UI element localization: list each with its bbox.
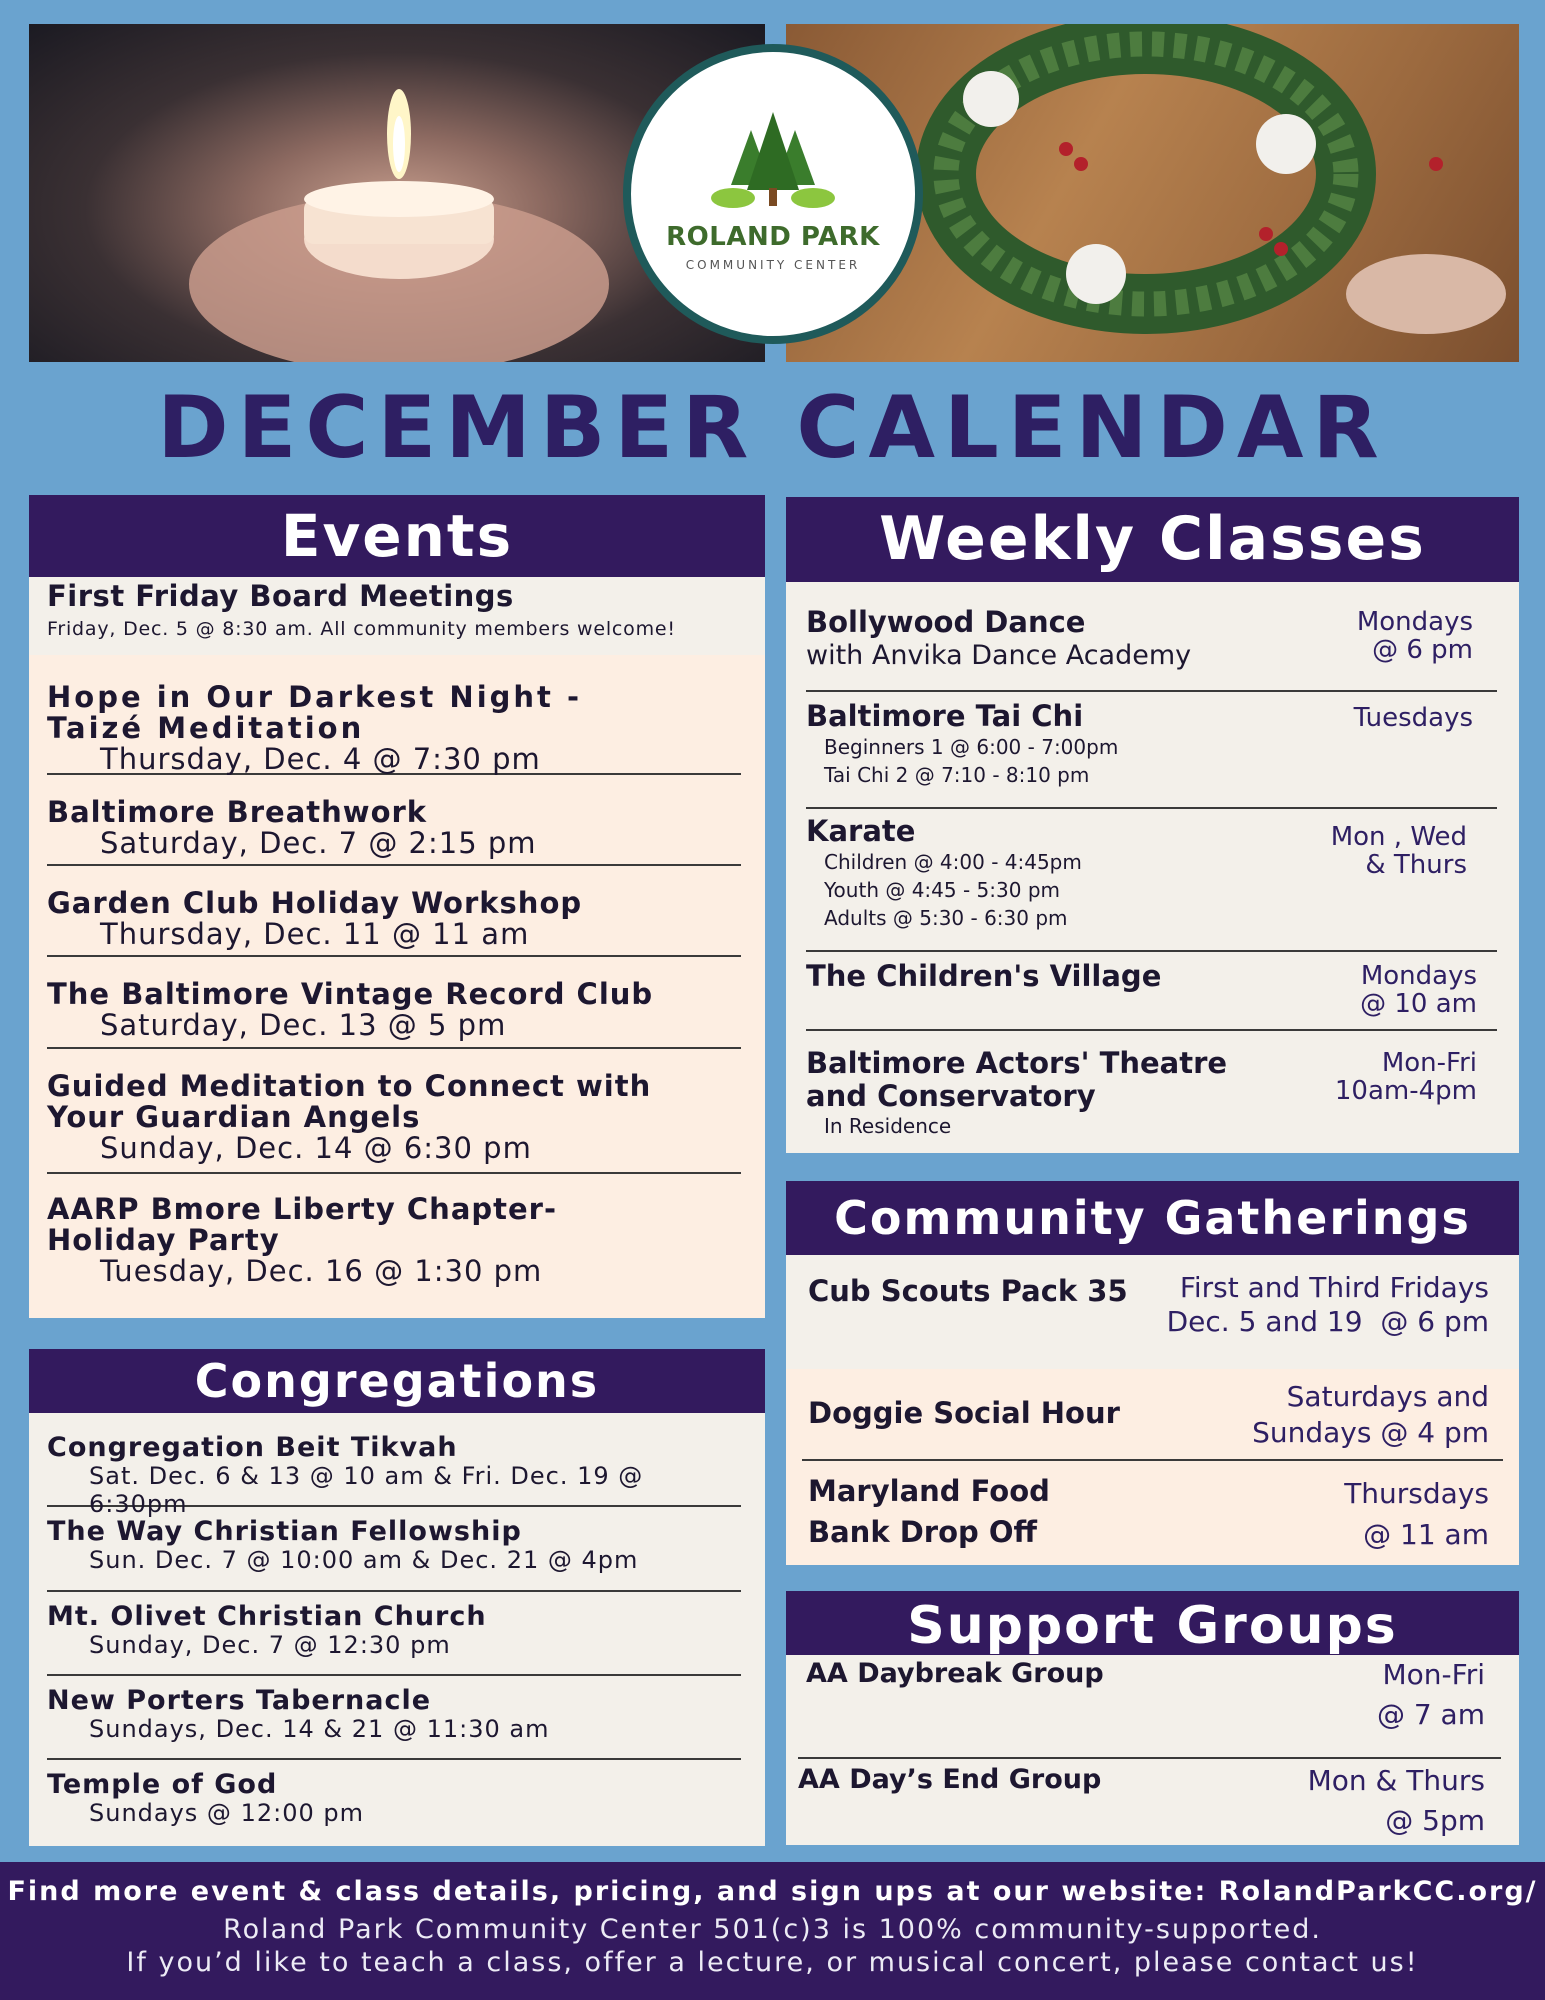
event-item: [47, 1049, 741, 1174]
event-item: [47, 655, 741, 775]
event-item: [47, 1174, 741, 1298]
gathering-when: First and Third Fridays Dec. 5 and 19 @ 6 pm: [1166, 1271, 1489, 1338]
event-title: First Friday Board Meetings: [47, 579, 514, 613]
congregation-title: Temple of God: [47, 1769, 278, 1800]
support-name: AA Day’s End Group: [798, 1764, 1102, 1795]
event-title: Baltimore Breathwork: [47, 795, 428, 829]
gatherings-panel: [786, 1181, 1519, 1565]
gathering-name: Maryland Food Bank Drop Off: [808, 1474, 1050, 1549]
event-when: Tuesday, Dec. 16 @ 1:30 pm: [100, 1254, 543, 1288]
gathering-item: [802, 1255, 1503, 1369]
class-item: [806, 692, 1497, 809]
footer-website-line: Find more event & class details, pricing, and sign ups at our website: RolandParkCC.org/: [7, 1876, 1538, 1907]
class-item: [806, 952, 1497, 1031]
event-title: Hope in Our Darkest Night - Taizé Meditation: [47, 680, 583, 745]
congregation-when: Sunday, Dec. 7 @ 12:30 pm: [89, 1631, 451, 1659]
class-when: Mon-Fri 10am-4pm: [1334, 1048, 1477, 1106]
class-name: The Children's Village: [806, 959, 1162, 993]
event-title: The Baltimore Vintage Record Club: [47, 977, 654, 1011]
class-detail: Beginners 1 @ 6:00 - 7:00pm: [824, 735, 1119, 759]
class-when: Tuesdays: [1353, 703, 1473, 733]
gathering-item: [802, 1369, 1503, 1461]
classes-panel: [786, 497, 1519, 1153]
event-title: Guided Meditation to Connect with Your Guardian Angels: [47, 1069, 652, 1134]
class-when: Mondays @ 6 pm: [1356, 607, 1473, 665]
congregation-item: [47, 1760, 741, 1840]
class-detail: Tai Chi 2 @ 7:10 - 8:10 pm: [824, 763, 1090, 787]
congregation-when: Sat. Dec. 6 & 13 @ 10 am & Fri. Dec. 19 @ 6:30pm: [89, 1462, 644, 1518]
congregation-item: [47, 1676, 741, 1760]
class-detail: In Residence: [824, 1114, 952, 1138]
congregation-title: New Porters Tabernacle: [47, 1685, 432, 1716]
footer-contact-line: If you’d like to teach a class, offer a lecture, or musical concert, please contact us!: [126, 1947, 1419, 1978]
events-heading: Events: [29, 495, 765, 577]
support-when: Mon & Thurs @ 5pm: [1307, 1764, 1485, 1837]
class-detail: Youth @ 4:45 - 5:30 pm: [824, 878, 1060, 902]
event-when: Thursday, Dec. 4 @ 7:30 pm: [100, 742, 541, 776]
event-when: Saturday, Dec. 13 @ 5 pm: [100, 1008, 507, 1042]
event-item: [47, 775, 741, 866]
class-subtitle: with Anvika Dance Academy: [806, 640, 1192, 671]
support-heading: Support Groups: [786, 1591, 1519, 1655]
event-when: Thursday, Dec. 11 @ 11 am: [100, 917, 530, 951]
event-item: [47, 957, 741, 1049]
gathering-item: [802, 1461, 1503, 1565]
class-name: Bollywood Dance: [806, 605, 1086, 639]
class-item: [806, 809, 1497, 952]
support-item: [798, 1759, 1501, 1845]
classes-heading: Weekly Classes: [786, 497, 1519, 582]
logo-badge: [623, 44, 923, 344]
gathering-name: Cub Scouts Pack 35: [808, 1274, 1128, 1308]
congregations-heading: Congregations: [29, 1349, 765, 1413]
logo-name: ROLAND PARK: [666, 222, 880, 252]
support-when: Mon-Fri @ 7 am: [1376, 1658, 1485, 1731]
congregation-when: Sun. Dec. 7 @ 10:00 am & Dec. 21 @ 4pm: [89, 1546, 639, 1574]
event-item: [47, 577, 741, 655]
class-name: Baltimore Tai Chi: [806, 699, 1084, 733]
support-name: AA Daybreak Group: [806, 1658, 1104, 1689]
footer-nonprofit-line: Roland Park Community Center 501(c)3 is 100% community-supported.: [223, 1914, 1322, 1945]
class-when: Mon , Wed & Thurs: [1330, 822, 1467, 880]
gathering-when: Saturdays and Sundays @ 4 pm: [1252, 1380, 1489, 1449]
gathering-name: Doggie Social Hour: [808, 1396, 1120, 1430]
class-item: [806, 1031, 1497, 1149]
page-title: DECEMBER CALENDAR: [157, 378, 1388, 478]
event-title: Garden Club Holiday Workshop: [47, 886, 583, 920]
gatherings-heading: Community Gatherings: [786, 1181, 1519, 1255]
congregation-item: [47, 1592, 741, 1676]
events-panel: [29, 495, 765, 1318]
support-panel: [786, 1591, 1519, 1845]
congregation-title: Congregation Beit Tikvah: [47, 1432, 458, 1463]
congregation-when: Sundays, Dec. 14 & 21 @ 11:30 am: [89, 1715, 550, 1743]
trees-icon: [703, 110, 843, 210]
support-item: [798, 1655, 1501, 1759]
congregations-panel: [29, 1349, 765, 1846]
class-name: Baltimore Actors' Theatre and Conservatory: [806, 1046, 1228, 1113]
congregation-item: [47, 1413, 741, 1518]
class-detail: Adults @ 5:30 - 6:30 pm: [824, 906, 1068, 930]
event-item: [47, 866, 741, 957]
congregation-when: Sundays @ 12:00 pm: [89, 1799, 364, 1827]
congregation-title: The Way Christian Fellowship: [47, 1516, 522, 1547]
event-when: Friday, Dec. 5 @ 8:30 am. All community members welcome!: [47, 618, 676, 640]
class-name: Karate: [806, 814, 916, 848]
congregation-title: Mt. Olivet Christian Church: [47, 1601, 487, 1632]
event-title: AARP Bmore Liberty Chapter- Holiday Party: [47, 1192, 558, 1257]
class-item: [806, 582, 1497, 692]
logo-subtitle: COMMUNITY CENTER: [685, 258, 861, 272]
congregation-item: [47, 1507, 741, 1592]
event-when: Sunday, Dec. 14 @ 6:30 pm: [100, 1131, 532, 1165]
event-when: Saturday, Dec. 7 @ 2:15 pm: [100, 826, 537, 860]
gathering-when: Thursdays @ 11 am: [1344, 1477, 1489, 1551]
footer: [0, 1862, 1545, 2000]
class-detail: Children @ 4:00 - 4:45pm: [824, 850, 1082, 874]
class-when: Mondays @ 10 am: [1360, 961, 1477, 1019]
